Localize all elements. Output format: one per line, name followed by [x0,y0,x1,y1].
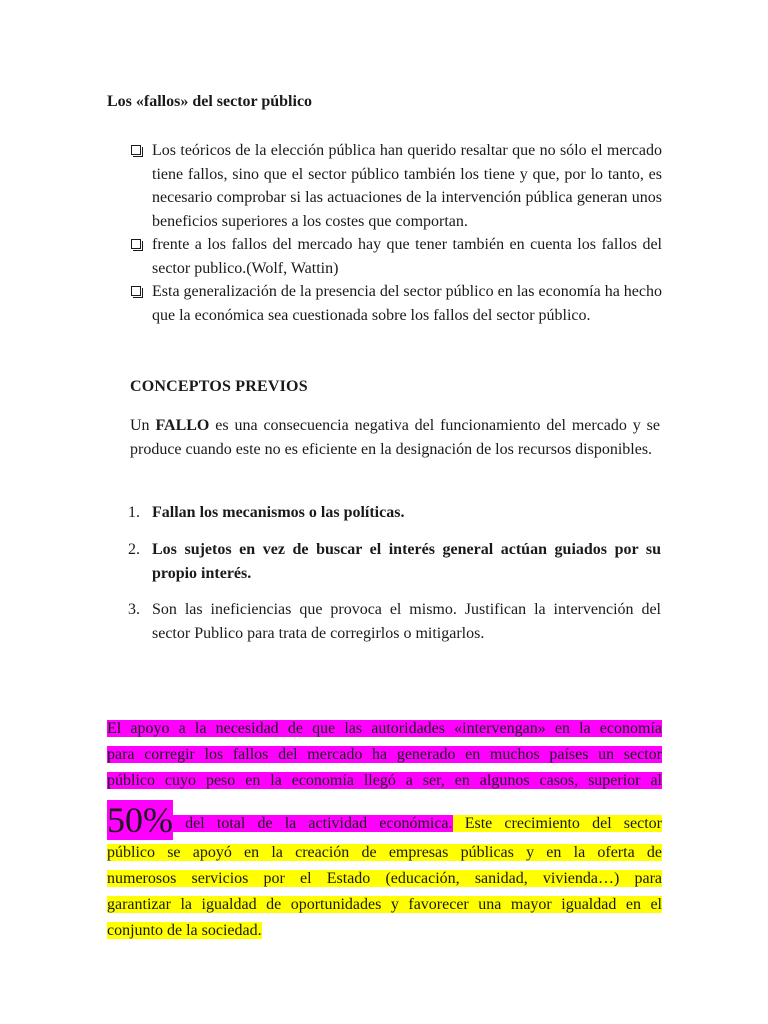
checkbox-bullet-icon [131,239,141,249]
item-text: Los sujetos en vez de buscar el interés general actúan guiados por su propio interés. [152,541,661,582]
definition-term: FALLO [155,417,210,434]
item-number: 3. [128,601,140,618]
highlight-yellow: garantizar la igualdad de oportunidades y favorecer una mayor igualdad en el [107,896,662,913]
section-heading: CONCEPTOS PREVIOS [130,378,308,395]
bullet-text: Los teóricos de la elección pública han querido resaltar que no sólo el mercado tiene fallos, sino que el sector público también los tiene y que, por lo tanto, es necesario comprobar si las actuaciones de la intervención pública generan unos beneficios superiores a los costes que comportan. [152,142,662,230]
item-text: Fallan los mecanismos o las políticas. [152,504,405,521]
numbered-item [108,501,661,525]
bullet-text: frente a los fallos del mercado hay que tener también en cuenta los fallos del sector publico.(Wolf, Wattin) [152,236,662,277]
highlight-yellow: público se apoyó en la creación de empresas públicas y en la oferta de [107,844,662,861]
definition-paragraph [130,414,660,462]
item-number: 2. [128,541,140,558]
checkbox-bullet-icon [131,286,141,296]
highlight-yellow: Este crecimiento del sector [452,815,663,832]
highlight-magenta: El apoyo a la necesidad de que las autoridades «intervengan» en la economía [107,720,662,737]
definition-text: es una consecuencia negativa del funcionamiento del mercado y se produce cuando este no es eficiente en la designación de los recursos disponibles. [130,417,660,458]
highlight-yellow: conjunto de la sociedad. [107,922,262,939]
definition-prefix: Un [130,417,156,434]
bullet-item [130,139,662,233]
bullet-text: Esta generalización de la presencia del sector público en las economía ha hecho que la económica sea cuestionada sobre los fallos del sector público. [152,283,662,324]
numbered-item [108,538,661,585]
highlight-magenta: público cuyo peso en la economía llegó a ser, en algunos casos, superior al [107,772,662,789]
highlight-magenta: del total de la actividad económica. [173,815,453,832]
bullet-item [130,280,662,327]
item-text: Son las ineficiencias que provoca el mismo. Justifican la intervención del sector Publico para trata de corregirlos o mitigarlos. [152,601,661,642]
highlighted-paragraph [107,716,662,944]
document-title: Los «fallos» del sector público [107,93,313,110]
big-percentage: 50% [107,800,173,840]
checkbox-bullet-icon [131,145,141,155]
numbered-item [108,598,661,645]
highlight-magenta: para corregir los fallos del mercado ha generado en muchos países un sector [107,746,662,763]
item-number: 1. [128,504,140,521]
bullet-list [130,139,662,327]
bullet-item [130,233,662,280]
highlight-yellow: numerosos servicios por el Estado (educación, sanidad, vivienda…) para [107,870,662,887]
